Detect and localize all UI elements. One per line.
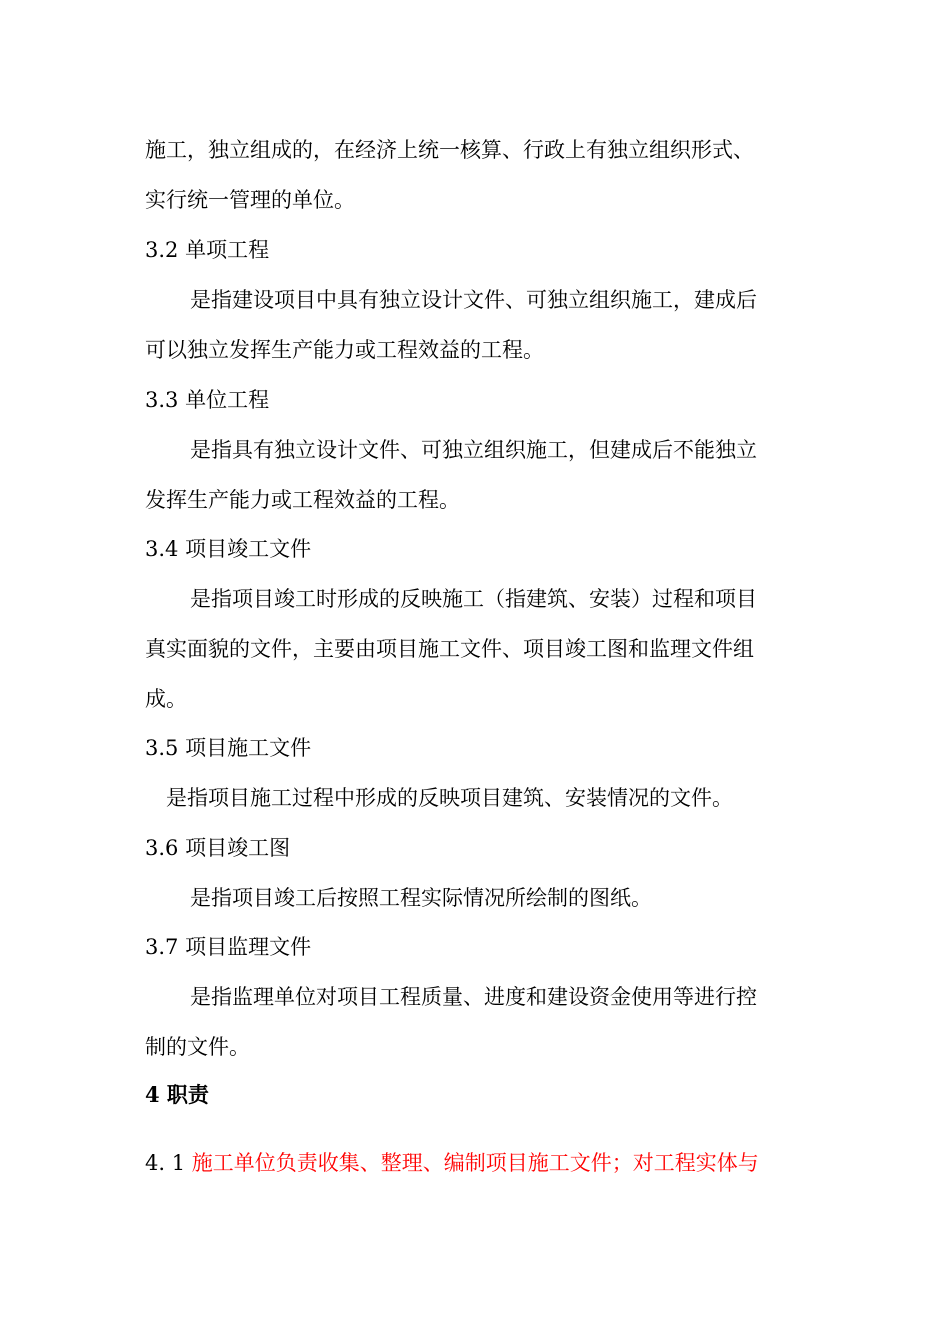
paragraph-line: 是指项目竣工时形成的反映施工（指建筑、安装）过程和项目: [190, 587, 757, 611]
paragraph-line: 是指项目竣工后按照工程实际情况所绘制的图纸。: [190, 886, 652, 910]
paragraph-line: 真实面貌的文件，主要由项目施工文件、项目竣工图和监理文件组: [145, 637, 754, 661]
section-heading-4: 4 职责: [145, 1082, 209, 1107]
section-heading-3-2: 3.2 单项工程: [145, 238, 270, 262]
paragraph-line: 是指监理单位对项目工程质量、进度和建设资金使用等进行控: [190, 985, 757, 1009]
paragraph-line: 是指具有独立设计文件、可独立组织施工，但建成后不能独立: [190, 438, 757, 462]
section-heading-3-3: 3.3 单位工程: [145, 388, 270, 412]
paragraph-line: 发挥生产能力或工程效益的工程。: [145, 488, 460, 512]
paragraph-line: 可以独立发挥生产能力或工程效益的工程。: [145, 338, 544, 362]
clause-number: 4. 1: [145, 1151, 192, 1175]
paragraph-line: 施工，独立组成的，在经济上统一核算、行政上有独立组织形式、: [145, 138, 754, 162]
section-heading-3-4: 3.4 项目竣工文件: [145, 537, 312, 561]
paragraph-line: 成。: [145, 687, 187, 711]
paragraph-line-4-1: [145, 1151, 759, 1175]
highlighted-text: 施工单位负责收集、整理、编制项目施工文件；对工程实体与: [191, 1151, 759, 1175]
paragraph-line: 制的文件。: [145, 1035, 250, 1059]
paragraph-line: 是指项目施工过程中形成的反映项目建筑、安装情况的文件。: [166, 786, 733, 810]
section-heading-3-7: 3.7 项目监理文件: [145, 935, 312, 959]
paragraph-line: 实行统一管理的单位。: [145, 188, 355, 212]
paragraph-line: 是指建设项目中具有独立设计文件、可独立组织施工，建成后: [190, 288, 757, 312]
section-heading-3-6: 3.6 项目竣工图: [145, 836, 291, 860]
section-heading-3-5: 3.5 项目施工文件: [145, 736, 312, 760]
